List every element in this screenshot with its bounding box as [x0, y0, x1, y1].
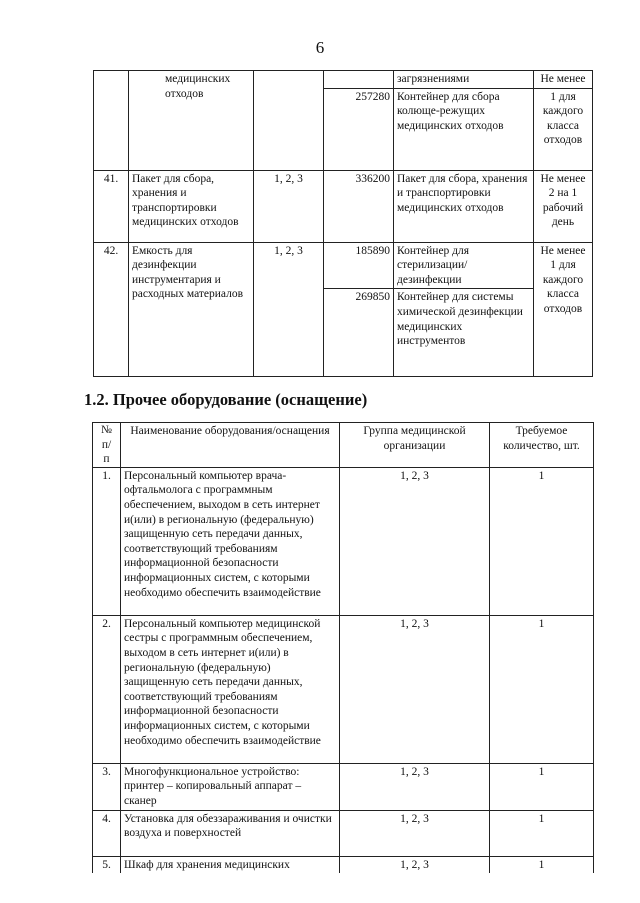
nomenclature-code — [324, 71, 394, 89]
required-qty: 1 — [490, 810, 594, 856]
other-equipment-table — [92, 422, 594, 873]
org-group: 1, 2, 3 — [340, 615, 490, 763]
equipment-kind: Контейнер для стерилизации/ дезинфекции — [394, 242, 534, 289]
section-heading: 1.2. Прочее оборудование (оснащение) — [84, 390, 368, 409]
org-group: 1, 2, 3 — [340, 810, 490, 856]
equipment-name: Емкость для дезинфекции инструментария и расходных материалов — [129, 242, 254, 377]
row-num: 41. — [94, 170, 129, 242]
header-name: Наименование оборудования/оснащения — [121, 423, 340, 468]
header-qty: Требуемое количество, шт. — [490, 423, 594, 468]
nomenclature-code: 257280 — [324, 88, 394, 170]
equipment-name: Пакет для сбора, хранения и транспортировки медицинских отходов — [129, 170, 254, 242]
equipment-name: Установка для обеззараживания и очистки воздуха и поверхностей — [121, 810, 340, 856]
required-qty: 1 — [490, 856, 594, 873]
table-row — [94, 71, 593, 89]
page-number: 6 — [315, 38, 325, 57]
row-num: 5. — [93, 856, 121, 873]
required-qty: 1 для каждого класса отходов — [534, 88, 593, 170]
row-num: 3. — [93, 763, 121, 810]
org-group: 1, 2, 3 — [254, 170, 324, 242]
nomenclature-code: 185890 — [324, 242, 394, 289]
required-qty: 1 — [490, 467, 594, 615]
nomenclature-code: 336200 — [324, 170, 394, 242]
table-header-row — [93, 423, 594, 468]
header-num: № п/п — [93, 423, 121, 468]
org-group: 1, 2, 3 — [340, 467, 490, 615]
table-row — [93, 856, 594, 873]
table-row — [93, 615, 594, 763]
org-group: 1, 2, 3 — [254, 242, 324, 377]
equipment-kind: Контейнер для системы химической дезинфекции медицинских инструментов — [394, 289, 534, 377]
equipment-kind: Пакет для сбора, хранения и транспортировки медицинских отходов — [394, 170, 534, 242]
table-row — [93, 810, 594, 856]
equipment-name: Многофункциональное устройство: принтер – копировальный аппарат – сканер — [121, 763, 340, 810]
equipment-kind: Контейнер для сбора колюще-режущих медицинских отходов — [394, 88, 534, 170]
equipment-name: медицинских отходов — [129, 71, 254, 171]
equipment-table-continued — [93, 70, 593, 377]
equipment-kind: загрязнениями — [394, 71, 534, 89]
equipment-name: Персональный компьютер медицинской сестры с программным обеспечением, выходом в сеть интернет и(или) в региональную (федеральную) защищенную сеть передачи данных, соответствующий требованиям информационной безопасности информационных систем, с которыми необходимо обеспечить взаимодействие — [121, 615, 340, 763]
required-qty: Не менее 2 на 1 рабочий день — [534, 170, 593, 242]
header-group: Группа медицинской организации — [340, 423, 490, 468]
equipment-name: Шкаф для хранения медицинских — [121, 856, 340, 873]
required-qty: Не менее 1 для каждого класса отходов — [534, 242, 593, 377]
table-row — [93, 763, 594, 810]
org-group: 1, 2, 3 — [340, 856, 490, 873]
nomenclature-code: 269850 — [324, 289, 394, 377]
row-num: 1. — [93, 467, 121, 615]
row-num: 2. — [93, 615, 121, 763]
table-row — [94, 242, 593, 289]
row-num: 4. — [93, 810, 121, 856]
org-group: 1, 2, 3 — [340, 763, 490, 810]
required-qty: Не менее — [534, 71, 593, 89]
org-group — [254, 71, 324, 171]
required-qty: 1 — [490, 763, 594, 810]
table-row — [94, 170, 593, 242]
row-num: 42. — [94, 242, 129, 377]
equipment-name: Персональный компьютер врача-офтальмолога с программным обеспечением, выходом в сеть интернет и(или) в региональную (федеральную) защищенную сеть передачи данных, соответствующий требованиям информационной безопасности информационных систем, с которыми необходимо обеспечить взаимодействие — [121, 467, 340, 615]
table-row — [93, 467, 594, 615]
row-num — [94, 71, 129, 171]
required-qty: 1 — [490, 615, 594, 763]
